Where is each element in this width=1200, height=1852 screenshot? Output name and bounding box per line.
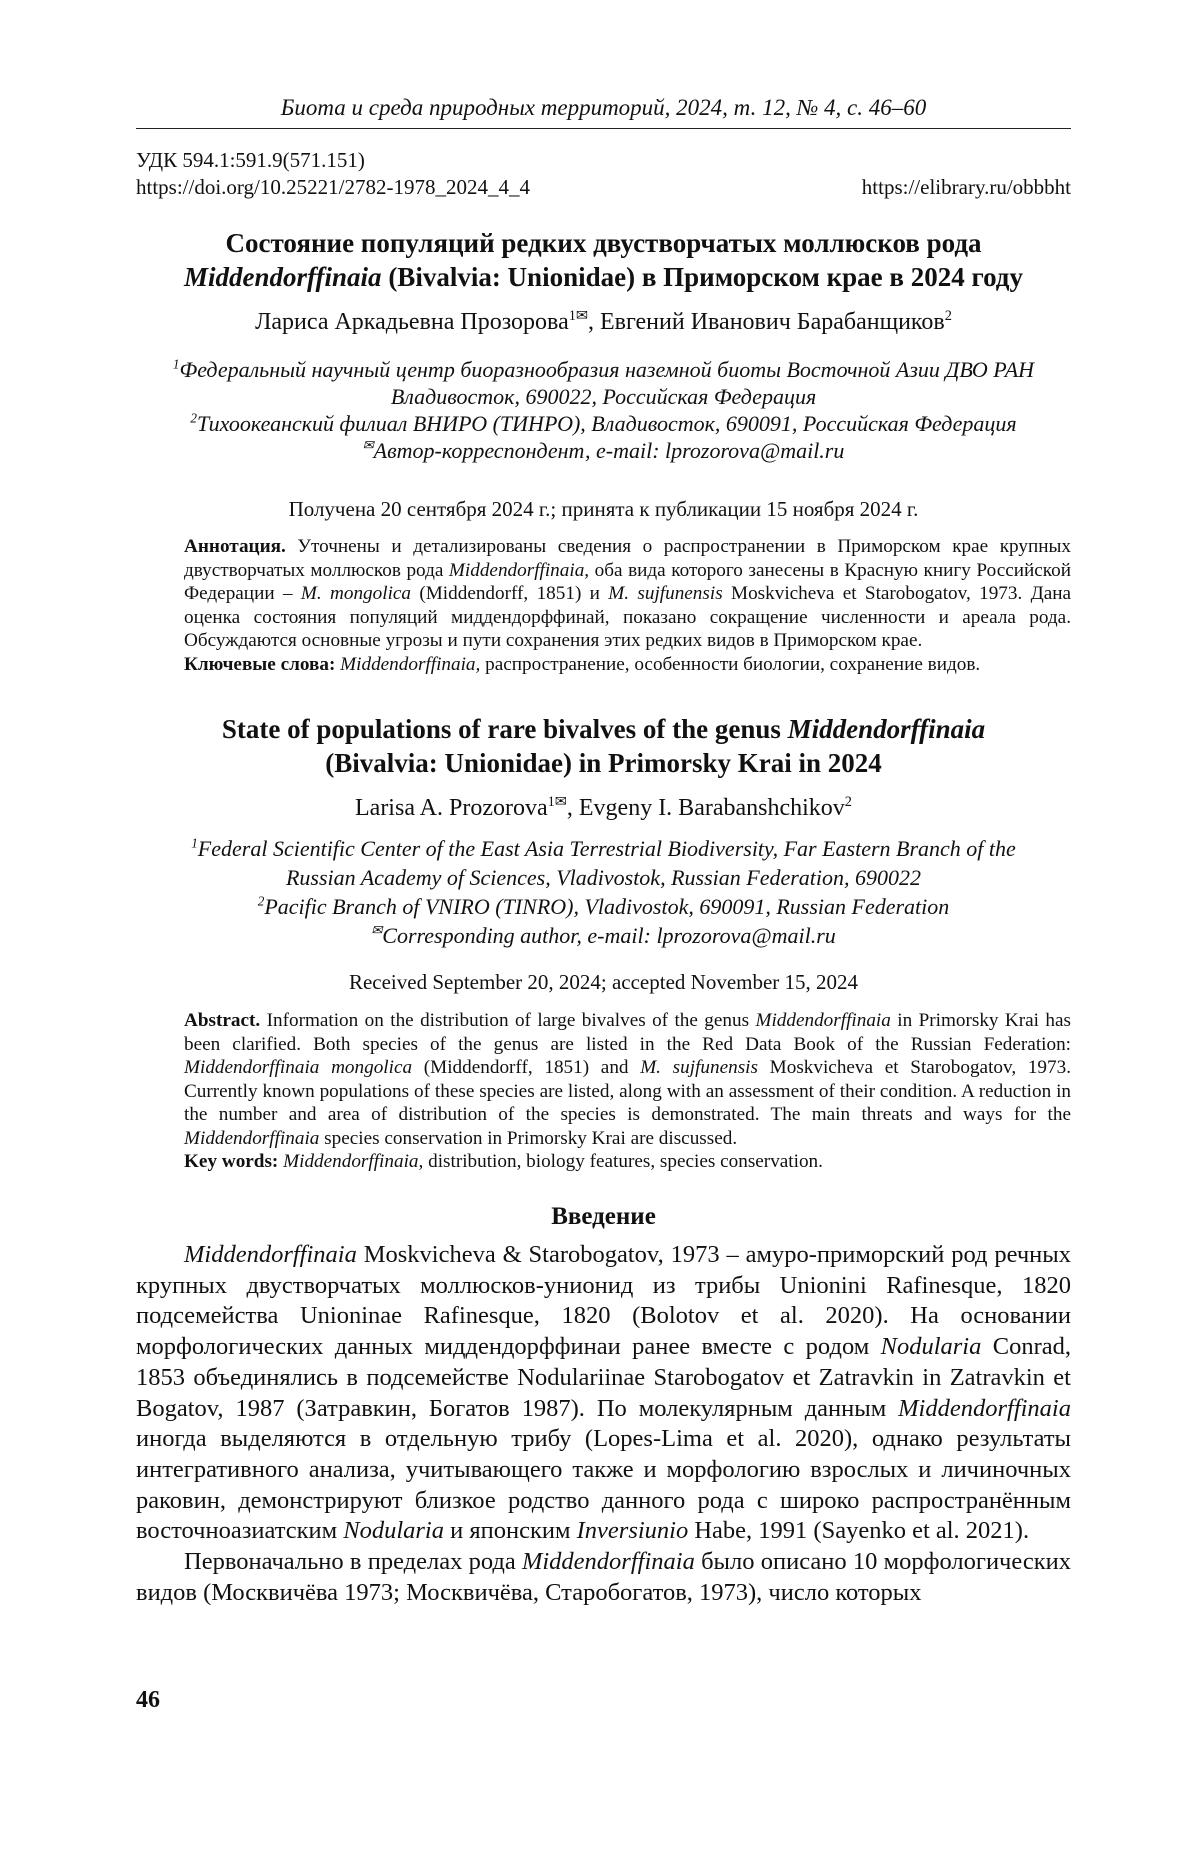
en-keywords-genus: Middendorffinaia, [283,1151,424,1172]
header-rule [136,128,1071,129]
en-title-text: State of populations of rare bivalves of the genus [221,714,788,744]
en-abstract-text: Moskvicheva et Starobogatov, 1973. Currently known populations of these species are listed, along with an assessment of their condition. A reduction in the number and area of distribution of the species is demonstrated. The main threats and ways for the [184,1057,1072,1125]
ru-abstract-species: M. mongolica [300,583,412,604]
ru-affil2-text: Тихоокеанский филиал ВНИРО (ТИНРО), Владивосток, 690091, Российская Федерация [196,411,1017,436]
en-abstract-text: species conservation in Primorsky Krai are discussed. [319,1127,738,1149]
en-affil1-line2: Russian Academy of Sciences, Vladivostok, Russian Federation, 690022 [285,865,922,890]
en-corresponding-text: Corresponding author, e-mail: lprozorova@mail.ru [382,923,836,948]
en-keywords-label: Key words: [184,1151,279,1172]
ru-author1-sup: 1✉ [568,308,588,324]
en-abstract-species: M. sujfunensis [640,1057,758,1078]
ru-abstract [184,535,1071,676]
intro-text: Moskvicheva & Starobogatov, 1973 – амуро-приморский род речных крупных двустворчатых моллюсков-унионид из трибы Unionini Rafinesque, 1820 подсемейства Unioninae Rafinesque, 1820 (Bolotov et al. 2020). На основании морфологических данных миддендорффинаи ранее вместе с родом [136,1241,1071,1361]
ru-abstract-text: оба вида которого занесены в Красную книгу Российской Федерации – [184,559,1071,604]
en-affil2-sup: 2 [257,893,265,909]
ru-abstract-genus: Middendorffinaia, [448,559,590,581]
ru-abstract-text: Уточнены и детализированы сведения о распространении в Приморском крае крупных двустворчатых моллюсков рода [184,536,1071,581]
intro-genus: Nodularia [343,1517,444,1545]
en-affiliations [136,834,1071,950]
intro-genus: Nodularia [880,1333,982,1361]
envelope-icon: ✉ [362,437,374,453]
ru-corresponding [136,437,1071,464]
ru-affiliations [136,356,1071,464]
running-header: Биота и среда природных территорий, 2024, т. 12, № 4, с. 46–60 [280,95,927,120]
ru-affil1-line2: Владивосток, 690022, Российская Федерация [390,384,817,409]
en-title-genus: Middendorffinaia [787,714,986,744]
en-corresponding [136,921,1071,950]
ru-abstract-text: (Middendorff, 1851) и [411,583,609,604]
en-affil1-sup: 1 [191,835,198,851]
ru-keywords-genus: Middendorffinaia, [340,653,481,675]
en-abstract-label: Abstract. [184,1010,261,1031]
ru-keywords-label: Ключевые слова: [184,653,336,675]
ru-title-line2 [136,260,1071,294]
en-abstract-text: Information on the distribution of large bivalves of the genus [260,1010,756,1031]
ru-affil2-sup: 2 [190,410,197,426]
ru-title-line2-rest: (Bivalvia: Unionidae) в Приморском крае в 2024 году [381,262,1023,292]
udc-code: УДК 594.1:591.9(571.151) [136,148,365,172]
ru-title [136,226,1071,294]
elibrary-link[interactable]: https://elibrary.ru/obbbht [861,175,1071,199]
en-affil1-line1 [136,834,1071,863]
ru-title-genus: Middendorffinaia [184,262,382,292]
ru-author-separator: , [588,309,600,335]
ru-abstract-label: Аннотация. [184,536,286,557]
en-authors [136,795,1071,822]
page-number: 46 [136,1687,160,1713]
intro-text: Первоначально в пределах рода [184,1548,522,1576]
en-received: Received September 20, 2024; accepted November 15, 2024 [348,970,859,994]
ru-author2-sup: 2 [944,308,952,324]
en-abstract-text: in Primorsky Krai has been clarified. Both species of the genus are listed in the Red Data Book of the Russian Federation: [184,1010,1071,1055]
en-author1: Larisa A. Prozorova [355,795,548,821]
en-keywords-text: distribution, biology features, species conservation. [423,1151,823,1172]
en-abstract [184,1009,1071,1174]
en-affil2 [136,892,1071,921]
en-title-line1 [136,712,1071,746]
ru-affil1-line1 [136,356,1071,383]
intro-paragraph-2 [136,1547,1071,1608]
en-abstract-genus: Middendorffinaia [755,1010,891,1031]
en-abstract-species: Middendorffinaia mongolica [184,1057,413,1078]
en-title [136,712,1071,780]
intro-text: иногда выделяются в отдельную трибу (Lopes-Lima et al. 2020), однако результаты интегративного анализа, учитывающего также и морфологию взрослых и личиночных раковин, демонстрируют близкое родство данного рода с широко распространённым восточноазиатским [136,1425,1071,1545]
en-affil1-text: Federal Scientific Center of the East Asia Terrestrial Biodiversity, Far Eastern Branch of the [197,836,1016,861]
ru-title-line1: Состояние популяций редких двустворчатых моллюсков рода [225,228,982,258]
intro-text: было описано 10 морфологических видов (Москвичёва 1973; Москвичёва, Старобогатов, 1973), число которых [136,1548,1072,1606]
introduction-body [136,1240,1071,1608]
ru-authors [136,309,1071,336]
en-title-line2: (Bivalvia: Unionidae) in Primorsky Krai in 2024 [325,748,882,778]
intro-text: Habe, 1991 (Sayenko et al. 2021). [688,1517,1030,1545]
en-affil2-text: Pacific Branch of VNIRO (TINRO), Vladivostok, 690091, Russian Federation [264,894,950,919]
intro-paragraph-1 [136,1240,1071,1547]
ru-abstract-text: Moskvicheva et Starobogatov, 1973. Дана оценка состояния популяций миддендорффинай, показано сокращение численности и ареала рода. Обсуждаются основные угрозы и пути сохранения этих редких видов в Приморском крае. [184,583,1071,651]
intro-genus: Inversiunio [576,1517,689,1545]
doi-link[interactable]: https://doi.org/10.25221/2782-1978_2024_4_4 [136,175,530,199]
en-abstract-text: (Middendorff, 1851) and [412,1057,641,1078]
intro-genus: Middendorffinaia [184,1241,357,1268]
ru-author2: Евгений Иванович Барабанщиков [600,309,945,335]
ru-affil1-sup: 1 [172,356,180,372]
envelope-icon: ✉ [371,922,383,938]
intro-text: Conrad, 1853 объединялись в подсемействе Nodulariinae Starobogatov et Zatravkin in Zatravkin et Bogatov, 1987 (Затравкин, Богатов 1987). По молекулярным данным [136,1333,1071,1422]
ru-affil1-text: Федеральный научный центр биоразнообразия наземной биоты Восточной Азии ДВО РАН [179,357,1035,382]
section-heading-introduction: Введение [551,1203,656,1230]
ru-received: Получена 20 сентября 2024 г.; принята к публикации 15 ноября 2024 г. [288,497,919,521]
ru-corresponding-text: Автор-корреспондент, e-mail: lprozorova@mail.ru [373,438,845,463]
en-author-separator: , [566,795,579,821]
ru-author1: Лариса Аркадьевна Прозорова [255,309,569,335]
intro-genus: Middendorffinaia [521,1548,695,1576]
en-author1-sup: 1✉ [547,794,567,810]
en-author2-sup: 2 [844,794,852,810]
en-author2: Evgeny I. Barabanshchikov [578,795,845,821]
intro-genus: Middendorffinaia [898,1394,1071,1422]
ru-keywords-text: распространение, особенности биологии, сохранение видов. [480,653,981,675]
en-abstract-genus: Middendorffinaia [184,1127,320,1149]
ru-abstract-species: M. sujfunensis [608,583,723,604]
intro-text: и японским [444,1517,577,1545]
ru-affil2 [136,410,1071,437]
